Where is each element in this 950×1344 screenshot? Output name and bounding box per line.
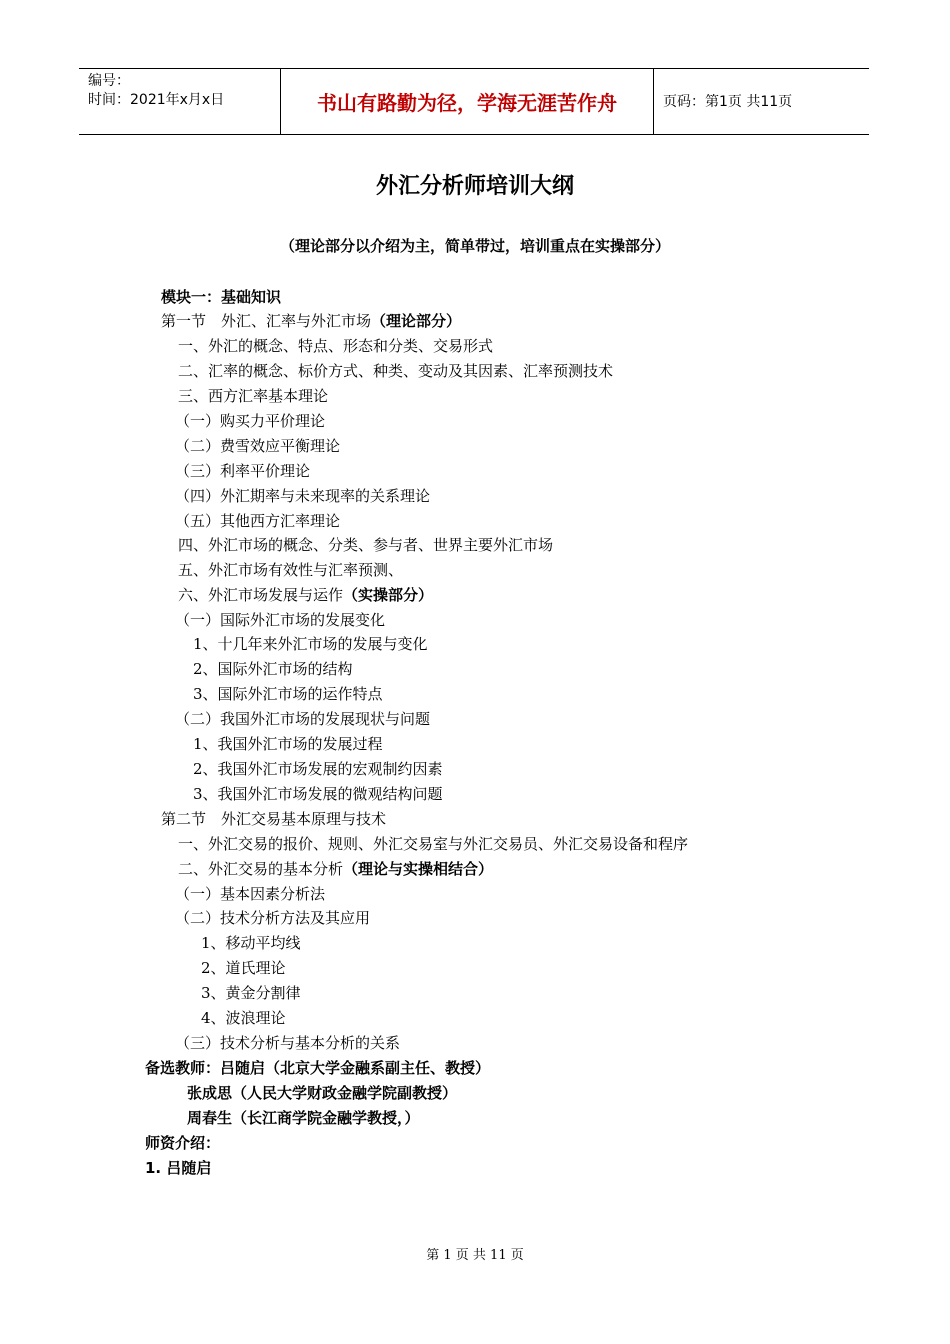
teacher-line: 周春生（长江商学院金融学教授，） — [187, 1109, 420, 1127]
time-label: 时间：2021年x月x日 — [88, 92, 225, 108]
header-cell-center — [281, 69, 654, 134]
outline-item: 四、外汇市场的概念、分类、参与者、世界主要外汇市场 — [178, 536, 554, 554]
outline-item: （二）费雪效应平衡理论 — [175, 437, 341, 455]
page-footer: 第 1 页 共 11 页 — [426, 1248, 524, 1263]
outline-item: （二）技术分析方法及其应用 — [175, 909, 371, 927]
outline-item: 1、移动平均线 — [201, 934, 301, 952]
outline-item: 一、外汇的概念、特点、形态和分类、交易形式 — [178, 337, 494, 355]
outline-item: （二）我国外汇市场的发展现状与问题 — [175, 710, 431, 728]
outline-item: 3、黄金分割律 — [201, 984, 301, 1002]
section-heading-1: 第一节 外汇、汇率与外汇市场（理论部分） — [161, 312, 462, 330]
outline-item: 一、外汇交易的报价、规则、外汇交易室与外汇交易员、外汇交易设备和程序 — [178, 835, 689, 853]
outline-item: 2、道氏理论 — [201, 959, 286, 977]
outline-item: 1、十几年来外汇市场的发展与变化 — [193, 635, 428, 653]
outline-item: （三）利率平价理论 — [175, 462, 311, 480]
outline-item: 3、我国外汇市场发展的微观结构问题 — [193, 785, 443, 803]
outline-item: 六、外汇市场发展与运作（实操部分） — [178, 586, 434, 604]
header-cell-left — [79, 69, 281, 134]
outline-item: 4、波浪理论 — [201, 1009, 286, 1027]
module-heading: 模块一：基础知识 — [161, 288, 282, 306]
outline-item: 2、国际外汇市场的结构 — [193, 660, 353, 678]
page-info: 页码：第1页 共11页 — [663, 94, 793, 110]
number-label: 编号： — [88, 73, 130, 89]
teacher-line: 备选教师：吕随启（北京大学金融系副主任、教授） — [145, 1059, 491, 1077]
motto-text: 书山有路勤为径，学海无涯苦作舟 — [317, 91, 617, 115]
outline-item: 3、国际外汇市场的运作特点 — [193, 685, 383, 703]
outline-item: （一）购买力平价理论 — [175, 412, 326, 430]
outline-item: （一）基本因素分析法 — [175, 885, 326, 903]
section-heading-2: 第二节 外汇交易基本原理与技术 — [161, 810, 387, 828]
header-cell-right — [654, 69, 869, 134]
outline-item: 1、我国外汇市场的发展过程 — [193, 735, 383, 753]
teacher-line: 张成思（人民大学财政金融学院副教授） — [187, 1084, 458, 1102]
outline-item: （三）技术分析与基本分析的关系 — [175, 1034, 401, 1052]
outline-item: 三、西方汇率基本理论 — [178, 387, 329, 405]
document-subtitle: （理论部分以介绍为主，简单带过，培训重点在实操部分） — [279, 237, 670, 255]
outline-item: 二、汇率的概念、标价方式、种类、变动及其因素、汇率预测技术 — [178, 362, 614, 380]
document-title: 外汇分析师培训大纲 — [375, 174, 574, 199]
outline-item: 二、外汇交易的基本分析（理论与实操相结合） — [178, 860, 494, 878]
outline-item: （四）外汇期率与未来现率的关系理论 — [175, 487, 431, 505]
outline-item: （一）国际外汇市场的发展变化 — [175, 611, 386, 629]
faculty-heading: 师资介绍： — [145, 1134, 221, 1152]
header-table — [79, 68, 869, 135]
outline-item: 2、我国外汇市场发展的宏观制约因素 — [193, 760, 443, 778]
faculty-item: 1. 吕随启 — [145, 1159, 212, 1177]
outline-item: （五）其他西方汇率理论 — [175, 512, 341, 530]
outline-item: 五、外汇市场有效性与汇率预测、 — [178, 561, 404, 579]
